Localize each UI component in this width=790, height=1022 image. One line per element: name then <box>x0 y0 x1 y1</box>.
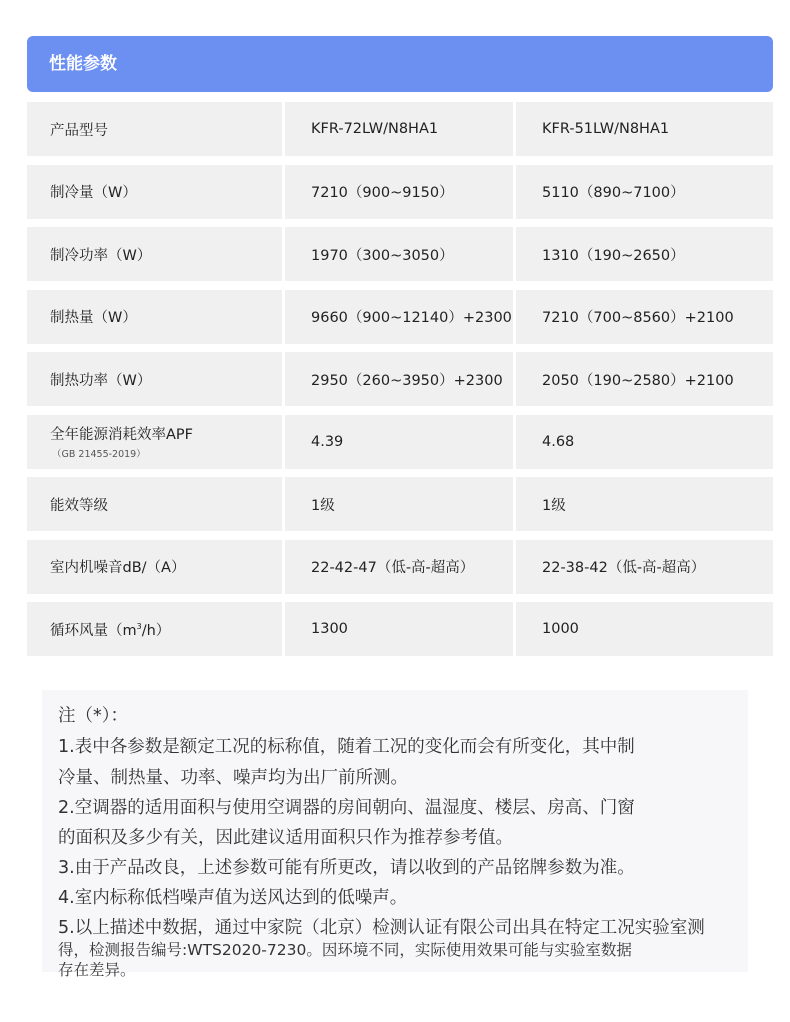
note-4: 4.室内标称低档噪声值为送风达到的低噪声。 <box>58 888 408 908</box>
model1-value: 22-42-47（低-高-超高） <box>285 540 513 594</box>
table-row <box>27 352 773 406</box>
table-row <box>27 540 773 594</box>
row-label: 制热量（W） <box>27 290 282 344</box>
row-label <box>27 415 282 469</box>
row-label: 室内机噪音dB/（A） <box>27 540 282 594</box>
row-label: 循环风量$(m^3/h)$ <box>27 602 282 656</box>
note-3: 3.由于产品改良，上述参数可能有所更改，请以收到的产品铭牌参数为准。 <box>58 858 635 878</box>
model2-value: 4.68 <box>516 415 773 469</box>
row-label: 制冷功率（W） <box>27 227 282 281</box>
model2-value: 5110（890~7100） <box>516 165 773 219</box>
note-2-line-1: 2.空调器的适用面积与使用空调器的房间朝向、温湿度、楼层、房高、门窗 <box>58 798 635 818</box>
row-label: 产品型号 <box>27 102 282 156</box>
model2-value: 7210（700~8560）+2100 <box>516 290 773 344</box>
model1-value: 7210（900~9150） <box>285 165 513 219</box>
note-1-line-1: 1.表中各参数是额定工况的标称值，随着工况的变化而会有所变化，其中制 <box>58 737 635 757</box>
row-label-main: 全年能源消耗效率APF <box>50 427 194 443</box>
spec-table <box>27 102 773 665</box>
note-5-line-1: 5.以上描述中数据，通过中家院（北京）检测认证有限公司出具在特定工况实验室测 <box>58 918 705 938</box>
model2-value: 22-38-42（低-高-超高） <box>516 540 773 594</box>
model2-value: 1000 <box>516 602 773 656</box>
row-label: 制热功率（W） <box>27 352 282 406</box>
table-row <box>27 290 773 344</box>
table-row <box>27 477 773 531</box>
row-label: 能效等级 <box>27 477 282 531</box>
row-label-sub: （GB 21455-2019） <box>52 449 146 460</box>
table-row <box>27 165 773 219</box>
note-5-line-3: 存在差异。 <box>58 961 136 979</box>
table-row <box>27 102 773 156</box>
notes-title: 注（*）： <box>58 706 128 726</box>
model1-value: 1300 <box>285 602 513 656</box>
row-label: 制冷量（W） <box>27 165 282 219</box>
model1-value: 1级 <box>285 477 513 531</box>
table-row <box>27 602 773 656</box>
model2-value: 1级 <box>516 477 773 531</box>
model2-value: 1310（190~2650） <box>516 227 773 281</box>
model2-value: KFR-51LW/N8HA1 <box>516 102 773 156</box>
section-header <box>27 36 773 92</box>
model1-value: 4.39 <box>285 415 513 469</box>
note-2-line-2: 的面积及多少有关，因此建议适用面积只作为推荐参考值。 <box>58 828 513 848</box>
section-title: 性能参数 <box>49 54 117 74</box>
table-row <box>27 415 773 469</box>
model1-value: 2950（260~3950）+2300 <box>285 352 513 406</box>
note-5-line-2: 得，检测报告编号:WTS2020-7230。因环境不同，实际使用效果可能与实验室数据 <box>58 941 632 959</box>
model1-value: 9660（900~12140）+2300 <box>285 290 513 344</box>
note-1-line-2: 冷量、制热量、功率、噪声均为出厂前所测。 <box>58 768 408 788</box>
model1-value: 1970（300~3050） <box>285 227 513 281</box>
model2-value: 2050（190~2580）+2100 <box>516 352 773 406</box>
model1-value: KFR-72LW/N8HA1 <box>285 102 513 156</box>
table-row <box>27 227 773 281</box>
